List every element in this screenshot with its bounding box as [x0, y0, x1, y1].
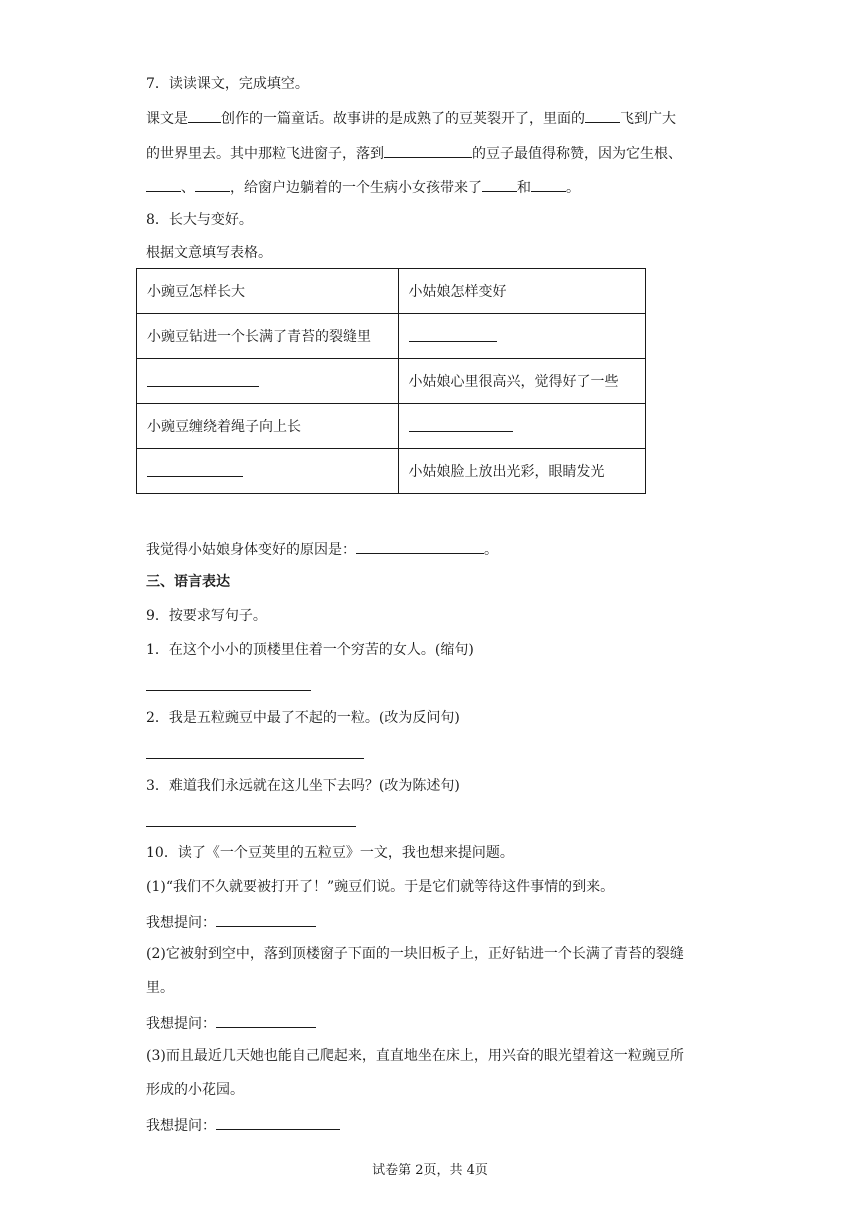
fill-blank[interactable] — [531, 176, 566, 192]
answer-line[interactable] — [146, 826, 356, 827]
table-header-cell: 小姑娘怎样变好 — [398, 269, 646, 314]
q7-text: 创作的一篇童话。故事讲的是成熟了的豆荚裂开了，里面的 — [221, 111, 585, 127]
fill-blank[interactable] — [216, 911, 316, 927]
table-row — [137, 314, 646, 359]
answer-line[interactable] — [146, 758, 364, 759]
q7-text: 和 — [517, 180, 531, 196]
q7-text: 、 — [181, 180, 195, 196]
ask-label: 我想提问： — [146, 1118, 216, 1134]
ask-line — [146, 1114, 340, 1136]
table-blank-cell[interactable] — [398, 314, 646, 359]
ask-line — [146, 1012, 316, 1034]
question-7-title: 7．读读课文，完成填空。 — [146, 76, 309, 92]
fill-blank[interactable] — [216, 1012, 316, 1028]
ask-label: 我想提问： — [146, 915, 216, 931]
table-row — [137, 359, 646, 404]
question-10-title: 10．读了《一个豆荚里的五粒豆》一文，我也想来提问题。 — [146, 845, 514, 861]
fill-blank[interactable] — [195, 176, 230, 192]
section-title: 三、语言表达 — [146, 574, 230, 590]
question-9-item: 1．在这个小小的顶楼里住着一个穷苦的女人。(缩句) — [146, 642, 474, 658]
table-row — [137, 404, 646, 449]
fill-blank[interactable] — [482, 176, 517, 192]
fill-blank[interactable] — [585, 107, 620, 123]
question-8-title: 8．长大与变好。 — [146, 212, 253, 228]
table-row — [137, 449, 646, 494]
table-cell: 小姑娘心里很高兴，觉得好了一些 — [398, 359, 646, 404]
fill-blank[interactable] — [147, 461, 243, 477]
table-header-row — [137, 269, 646, 314]
question-10-item: (3)而且最近几天她也能自己爬起来，直直地坐在床上，用兴奋的眼光望着这一粒豌豆所 — [146, 1048, 684, 1064]
q7-text: ，给窗户边躺着的一个生病小女孩带来了 — [230, 180, 482, 196]
question-7-line-1 — [146, 107, 676, 129]
question-9-item: 3．难道我们永远就在这儿坐下去吗？(改为陈述句) — [146, 778, 460, 794]
fill-blank[interactable] — [147, 371, 259, 387]
table-cell: 小姑娘脸上放出光彩，眼睛发光 — [398, 449, 646, 494]
table-header-cell: 小豌豆怎样长大 — [137, 269, 399, 314]
ask-line — [146, 911, 316, 933]
fill-blank[interactable] — [409, 416, 513, 432]
question-9-title: 9．按要求写句子。 — [146, 608, 267, 624]
fill-blank[interactable] — [384, 142, 472, 158]
question-10-item-cont: 形成的小花园。 — [146, 1082, 244, 1098]
question-10-item: (1)“我们不久就要被打开了！”豌豆们说。于是它们就等待这件事情的到来。 — [146, 879, 615, 895]
q7-text: 。 — [566, 180, 580, 196]
ask-label: 我想提问： — [146, 1016, 216, 1032]
reason-line — [146, 538, 498, 560]
table-blank-cell[interactable] — [137, 449, 399, 494]
page-footer: 试卷第 2页，共 4页 — [372, 1163, 488, 1178]
fill-blank[interactable] — [146, 176, 181, 192]
question-10-item: (2)它被射到空中，落到顶楼窗子下面的一块旧板子上，正好钻进一个长满了青苔的裂缝 — [146, 946, 684, 962]
question-9-item: 2．我是五粒豌豆中最了不起的一粒。(改为反问句) — [146, 710, 460, 726]
table-cell: 小豌豆钻进一个长满了青苔的裂缝里 — [137, 314, 399, 359]
fill-blank[interactable] — [216, 1114, 340, 1130]
q7-text: 的豆子最值得称赞，因为它生根、 — [472, 146, 682, 162]
question-7-line-2 — [146, 142, 682, 164]
fill-blank[interactable] — [409, 326, 497, 342]
question-8-instruction: 根据文意填写表格。 — [146, 245, 272, 261]
answer-line[interactable] — [146, 690, 311, 691]
reason-end: 。 — [484, 542, 498, 558]
reason-label: 我觉得小姑娘身体变好的原因是： — [146, 542, 356, 558]
question-10-item-cont: 里。 — [146, 980, 174, 996]
table-cell: 小豌豆缠绕着绳子向上长 — [137, 404, 399, 449]
fill-blank[interactable] — [188, 107, 221, 123]
table-blank-cell[interactable] — [398, 404, 646, 449]
table-blank-cell[interactable] — [137, 359, 399, 404]
q7-text: 的世界里去。其中那粒飞进窗子，落到 — [146, 146, 384, 162]
question-7-line-3 — [146, 176, 580, 198]
growth-table — [136, 268, 646, 494]
q7-text: 飞到广大 — [620, 111, 676, 127]
q7-text: 课文是 — [146, 111, 188, 127]
fill-blank[interactable] — [356, 538, 484, 554]
